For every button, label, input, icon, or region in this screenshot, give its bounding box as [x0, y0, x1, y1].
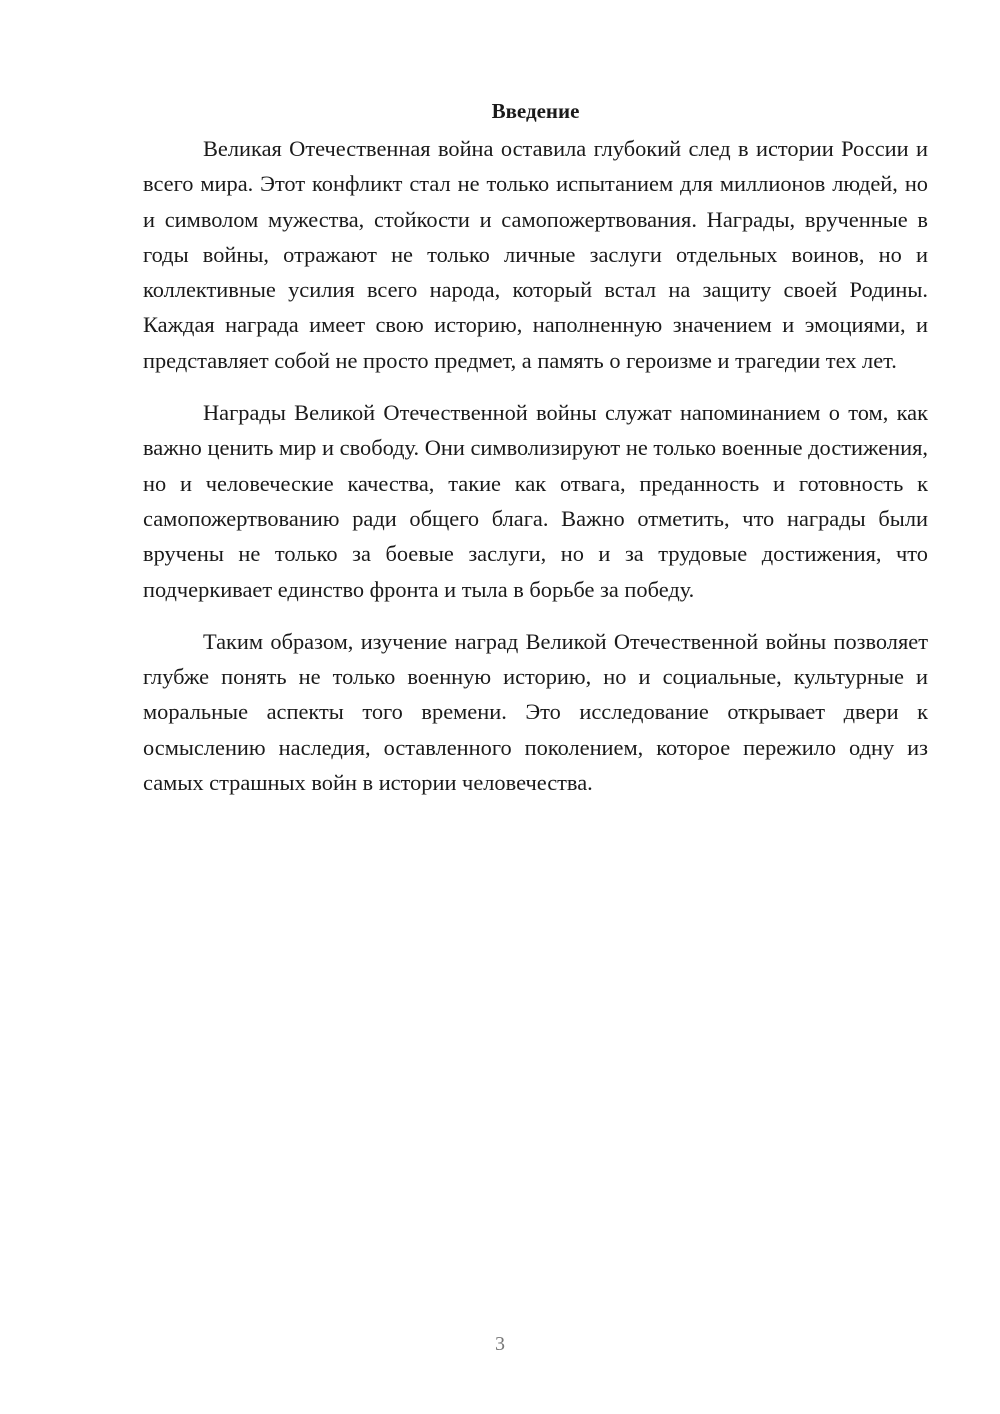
paragraph-3: Таким образом, изучение наград Великой Отечественной войны позволяет глубже понять не только военную историю, но и социальные, культурные и моральные аспекты того времени. Это исследование открывает двери к осмыслению наследия, оставленного поколением, которое пережило одну из самых страшных войн в истории человечества.	[143, 628, 928, 796]
section-heading: Введение	[491, 99, 580, 123]
page-content	[143, 94, 928, 817]
page-number: 3	[495, 1333, 505, 1355]
paragraph-1: Великая Отечественная война оставила глубокий след в истории России и всего мира. Этот конфликт стал не только испытанием для миллионов людей, но и символом мужества, стойкости и самопожертвования. Награды, врученные в годы войны, отражают не только личные заслуги отдельных воинов, но и коллективные усилия всего народа, который встал на защиту своей Родины. Каждая награда имеет свою историю, наполненную значением и эмоциями, и представляет собой не просто предмет, а память о героизме и трагедии тех лет.	[143, 136, 928, 373]
paragraph-2: Награды Великой Отечественной войны служат напоминанием о том, как важно ценить мир и свободу. Они символизируют не только военные достижения, но и человеческие качества, такие как отвага, преданность и готовность к самопожертвованию ради общего блага. Важно отметить, что награды были вручены не только за боевые заслуги, но и за трудовые достижения, что подчеркивает единство фронта и тыла в борьбе за победу.	[143, 400, 928, 602]
